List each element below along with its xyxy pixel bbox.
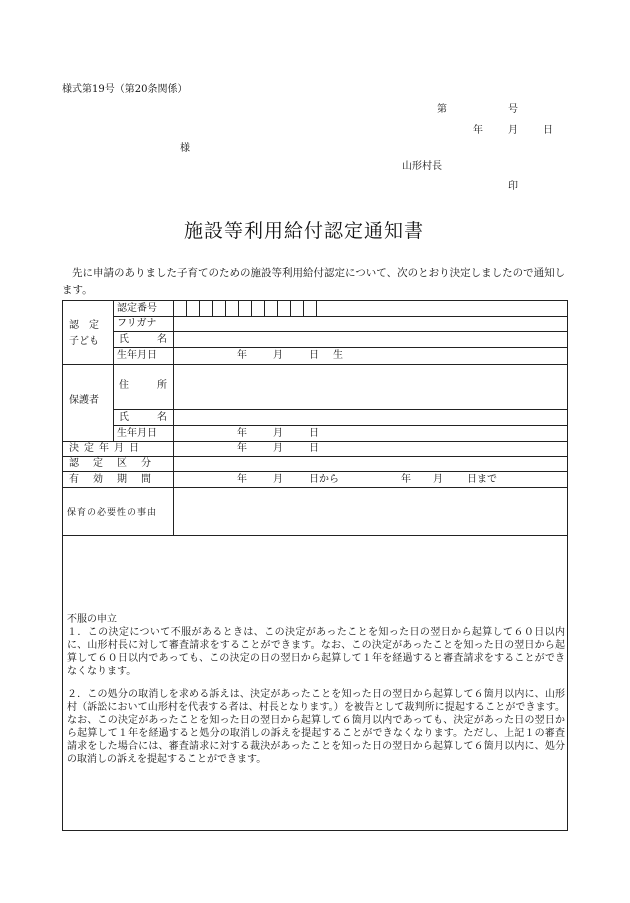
validity-label: 有効期間 [69,474,165,485]
guardian-name-label: 氏 名 [119,412,167,423]
objection-heading: 不服の申立 [67,614,117,625]
decision-month: 月 [273,443,283,454]
objection-paragraph-2: ２．この処分の取消しを求める訴えは、決定があったことを知った日の翌日から起算して６箇月以内に、山形村（訴訟において山形村を代表する者は、村長となります。）を被告として裁判所に提起することができます。なお、この決定があったことを知った日の翌日から起算して６箇月以内であっても、決定があった日の翌日から起算して１年を経過すると処分の取消しの訴えを提起することができなくなります。ただし、上記１の審査請求をした場合には、審査請求に対する裁決があったことを知った日の翌日から起算して６箇月以内に、処分の取消しの訴えを提起することができます。 [67,689,565,765]
objection-notice [67,613,565,766]
recipient-suffix: 様 [180,143,190,154]
child-group-label-2: 子ども [69,336,99,347]
guardian-birthdate-label: 生年月日 [117,428,157,439]
birth-year: 年 [237,350,247,361]
furigana-label: フリガナ [117,318,157,329]
child-name-label: 氏 名 [119,334,167,345]
birth-day: 日 [309,350,319,361]
decision-day: 日 [309,443,319,454]
date-year: 年 [473,125,483,136]
birth-month: 月 [273,350,283,361]
category-label: 認定区分 [69,458,165,469]
certification-table [62,300,568,831]
doc-number-dai: 第 [437,104,447,115]
seal-mark: 印 [508,181,518,192]
date-month: 月 [508,125,518,136]
form-number: 様式第19号（第20条関係） [62,84,188,95]
validity-from-day: 日から [309,474,339,485]
objection-paragraph-1: １．この決定について不服があるときは、この決定があったことを知った日の翌日から起算して６０日以内に、山形村長に対して審査請求をすることができます。なお、この決定があったことを知った日の翌日から起算して６０日以内であっても、この決定の日の翌日から起算して１年を経過すると審査請求をすることができなくなります。 [67,627,565,677]
issuer: 山形村長 [402,161,442,172]
decision-date-label: 決定年月日 [69,443,144,454]
intro-text: 先に申請のありました子育てのための施設等利用給付認定について、次のとおり決定しましたので通知します。 [62,267,566,296]
reason-label: 保育の必要性の事由 [67,508,158,518]
birthdate-label: 生年月日 [117,350,157,361]
guardian-birth-month: 月 [273,428,283,439]
guardian-group-label: 保護者 [69,395,99,406]
guardian-birth-day: 日 [309,428,319,439]
child-group-label-1: 認 定 [69,320,99,331]
guardian-birth-year: 年 [237,428,247,439]
validity-to-month: 月 [433,474,443,485]
validity-from-year: 年 [237,474,247,485]
cert-number-label: 認定番号 [117,303,157,314]
validity-to-year: 年 [401,474,411,485]
page-title: 施設等利用給付認定通知書 [184,220,425,242]
validity-from-month: 月 [273,474,283,485]
birth-suffix: 生 [333,350,343,361]
date-day: 日 [543,125,553,136]
validity-to-day: 日まで [467,474,497,485]
doc-number-go: 号 [508,104,518,115]
decision-year: 年 [237,443,247,454]
address-label: 住 所 [119,380,167,391]
